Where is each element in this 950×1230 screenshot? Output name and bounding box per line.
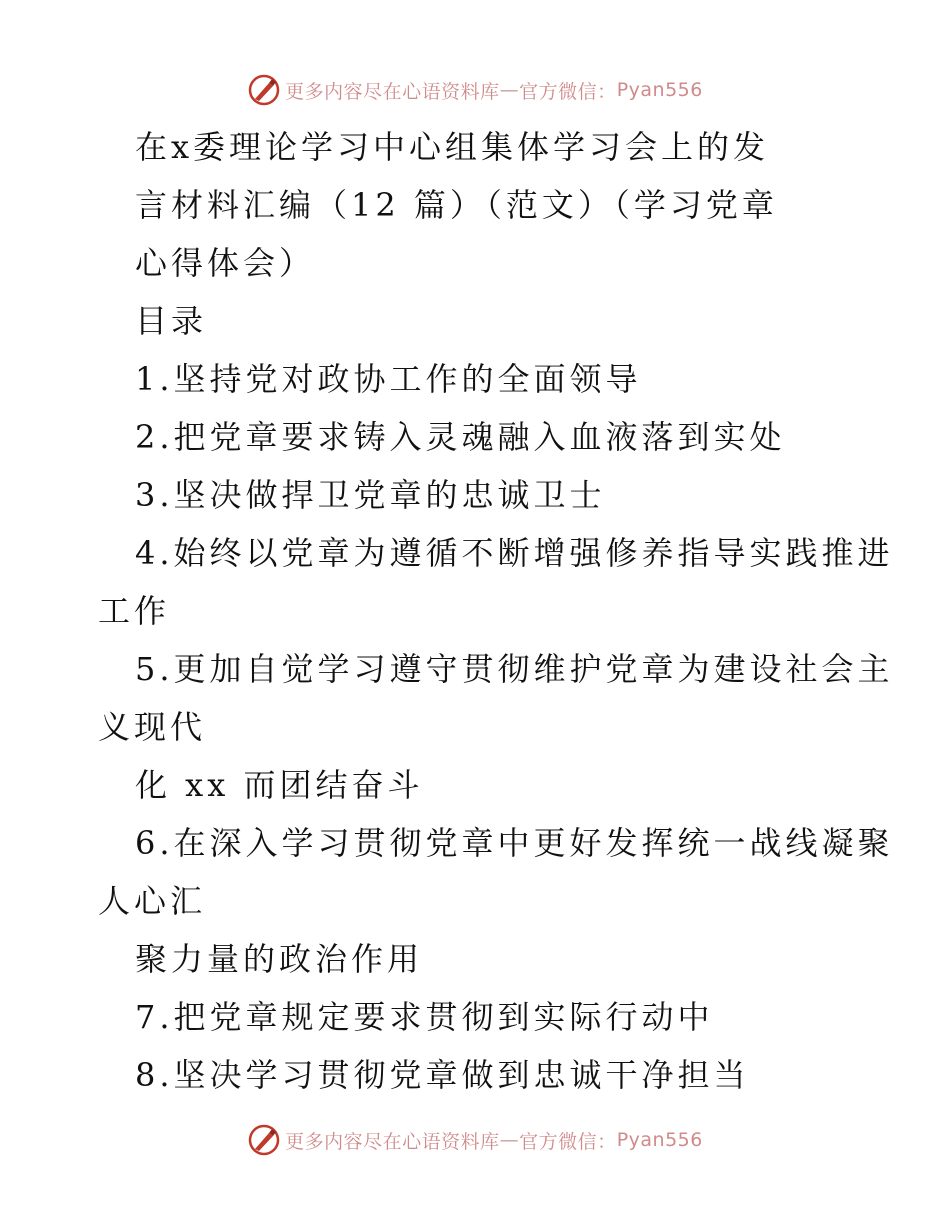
banner-dash: — xyxy=(499,1129,520,1151)
pen-logo-icon xyxy=(247,73,281,107)
toc-item: 2.把党章要求铸入灵魂融入血液落到实处 xyxy=(135,418,786,456)
toc-item: 3.坚决做捍卫党章的忠诚卫士 xyxy=(135,476,606,514)
title-line: 在x委理论学习中心组集体学习会上的发 xyxy=(135,128,770,166)
toc-item: 8.坚决学习贯彻党章做到忠诚干净担当 xyxy=(135,1056,750,1094)
toc-item-continuation: 工作 xyxy=(98,592,171,630)
toc-item-continuation: 化 xx 而团结奋斗 xyxy=(135,766,424,804)
banner-label: 官方微信： xyxy=(519,1130,617,1153)
banner-label: 官方微信： xyxy=(519,80,617,103)
toc-item: 5.更加自觉学习遵守贯彻维护党章为建设社会主 xyxy=(135,650,894,688)
banner-dash: — xyxy=(499,79,520,101)
toc-item: 7.把党章规定要求贯彻到实际行动中 xyxy=(135,998,714,1036)
title-line: 心得体会） xyxy=(135,244,316,282)
toc-item: 6.在深入学习贯彻党章中更好发挥统一战线凝聚 xyxy=(135,824,894,862)
banner-text: 更多内容尽在心语资料库 xyxy=(285,1130,500,1153)
toc-item-continuation: 人心汇 xyxy=(98,882,207,920)
banner-text: 更多内容尽在心语资料库 xyxy=(285,80,500,103)
title-line: 言材料汇编（12 篇）（范文）（学习党章 xyxy=(135,186,778,224)
toc-item: 1.坚持党对政协工作的全面领导 xyxy=(135,360,642,398)
header-banner xyxy=(0,70,950,110)
pen-logo-icon xyxy=(247,1123,281,1157)
footer-banner xyxy=(0,1120,950,1160)
toc-heading: 目录 xyxy=(135,302,208,340)
toc-item-continuation: 聚力量的政治作用 xyxy=(135,940,424,978)
toc-item: 4.始终以党章为遵循不断增强修养指导实践推进 xyxy=(135,534,894,572)
toc-item-continuation: 义现代 xyxy=(98,708,207,746)
banner-wechat-id: Pyan556 xyxy=(616,1129,703,1151)
banner-wechat-id: Pyan556 xyxy=(616,79,703,101)
